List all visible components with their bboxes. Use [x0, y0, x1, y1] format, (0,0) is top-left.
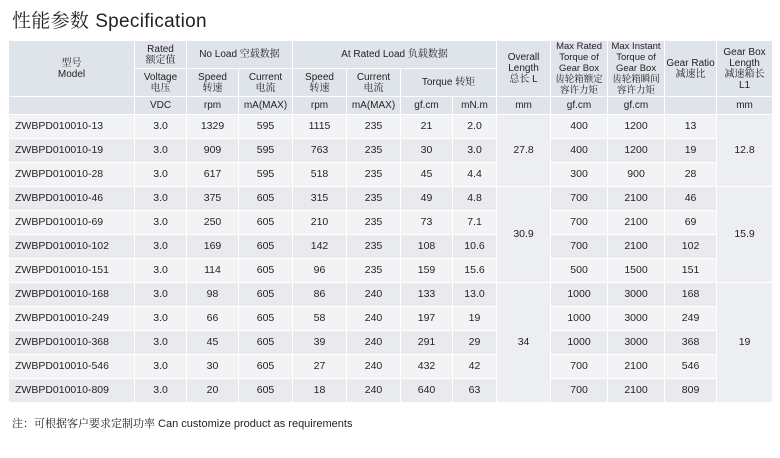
cell-max-instant-torque: 2100: [608, 211, 665, 235]
cell-current-load: 235: [347, 163, 401, 187]
header-row-units: [9, 97, 773, 115]
cell-speed-noload: 1329: [187, 115, 239, 139]
cell-current-noload: 605: [239, 211, 293, 235]
cell-torque-mnm: 42: [453, 355, 497, 379]
header-overall-length-l2: Length: [508, 63, 539, 74]
cell-voltage: 3.0: [135, 307, 187, 331]
header-torque-en: Torque: [421, 77, 453, 88]
cell-speed-load: 210: [293, 211, 347, 235]
cell-max-instant-torque: 1200: [608, 115, 665, 139]
cell-torque-gfcm: 30: [401, 139, 453, 163]
cell-torque-mnm: 13.0: [453, 283, 497, 307]
cell-current-load: 240: [347, 307, 401, 331]
cell-current-noload: 595: [239, 115, 293, 139]
header-max-rated-torque-l5: 容许力矩: [560, 85, 599, 96]
cell-speed-noload: 20: [187, 379, 239, 403]
header-gear-box-length-l2: Length: [729, 57, 760, 69]
table-row: [9, 235, 773, 259]
cell-current-load: 235: [347, 115, 401, 139]
cell-current-noload: 605: [239, 355, 293, 379]
header-voltage-cn: 电压: [150, 82, 171, 94]
cell-speed-load: 39: [293, 331, 347, 355]
cell-current-load: 240: [347, 283, 401, 307]
specification-table: [8, 40, 773, 403]
table-row: [9, 259, 773, 283]
header-overall-length-cn: 总长 L: [509, 74, 538, 85]
table-row: [9, 283, 773, 307]
cell-max-instant-torque: 3000: [608, 307, 665, 331]
cell-model: ZWBPD010010-368: [9, 331, 135, 355]
cell-model: ZWBPD010010-13: [9, 115, 135, 139]
table-row: [9, 163, 773, 187]
cell-max-rated-torque: 1000: [551, 283, 608, 307]
cell-max-rated-torque: 300: [551, 163, 608, 187]
header-at-rated-load-en: At Rated Load: [341, 49, 406, 60]
header-speed-noload: [187, 69, 239, 97]
cell-voltage: 3.0: [135, 235, 187, 259]
cell-max-rated-torque: 500: [551, 259, 608, 283]
cell-model: ZWBPD010010-102: [9, 235, 135, 259]
header-voltage-en: Voltage: [143, 71, 178, 83]
cell-max-instant-torque: 2100: [608, 355, 665, 379]
cell-speed-noload: 617: [187, 163, 239, 187]
cell-max-rated-torque: 400: [551, 139, 608, 163]
cell-current-noload: 605: [239, 187, 293, 211]
header-current-load-cn: 电流: [363, 82, 384, 94]
cell-model: ZWBPD010010-69: [9, 211, 135, 235]
table-row: [9, 139, 773, 163]
table-row: [9, 115, 773, 139]
cell-torque-mnm: 7.1: [453, 211, 497, 235]
header-overall-length: [497, 41, 551, 97]
cell-current-load: 235: [347, 259, 401, 283]
cell-current-noload: 605: [239, 283, 293, 307]
cell-torque-mnm: 10.6: [453, 235, 497, 259]
header-gear-box-length-cn: 减速箱长: [724, 68, 765, 80]
header-current-noload: [239, 69, 293, 97]
cell-current-load: 235: [347, 211, 401, 235]
header-row-groups: [9, 41, 773, 69]
unit-current-load: mA(MAX): [347, 97, 401, 115]
cell-model: ZWBPD010010-249: [9, 307, 135, 331]
cell-gear-ratio: 546: [665, 355, 717, 379]
header-gear-ratio-en: Gear Ratio: [666, 57, 715, 69]
table-head: [9, 41, 773, 115]
table-row: [9, 187, 773, 211]
cell-speed-noload: 98: [187, 283, 239, 307]
cell-torque-gfcm: 133: [401, 283, 453, 307]
unit-voltage: VDC: [135, 97, 187, 115]
cell-max-instant-torque: 900: [608, 163, 665, 187]
cell-torque-mnm: 29: [453, 331, 497, 355]
page-title-en: Specification: [95, 11, 207, 32]
header-gear-ratio-cn: 减速比: [675, 68, 706, 80]
cell-torque-gfcm: 45: [401, 163, 453, 187]
header-at-rated-load-cn: 负载数据: [407, 49, 448, 60]
table-row: [9, 331, 773, 355]
unit-current-noload: mA(MAX): [239, 97, 293, 115]
header-speed-load: [293, 69, 347, 97]
header-torque-cn: 转矩: [455, 77, 476, 88]
cell-current-noload: 595: [239, 139, 293, 163]
cell-gear-box-length: 12.8: [717, 115, 773, 187]
cell-speed-load: 1115: [293, 115, 347, 139]
header-at-rated-load: [293, 41, 497, 69]
cell-overall-length: 27.8: [497, 115, 551, 187]
cell-max-instant-torque: 2100: [608, 379, 665, 403]
page-title-cn: 性能参数: [12, 11, 90, 32]
unit-max-instant-torque: gf.cm: [608, 97, 665, 115]
header-current-load: [347, 69, 401, 97]
cell-torque-gfcm: 432: [401, 355, 453, 379]
unit-model: [9, 97, 135, 115]
cell-speed-noload: 909: [187, 139, 239, 163]
cell-current-noload: 605: [239, 307, 293, 331]
table-row: [9, 379, 773, 403]
cell-torque-gfcm: 159: [401, 259, 453, 283]
cell-speed-noload: 169: [187, 235, 239, 259]
header-max-rated-torque-l1: Max Rated: [556, 41, 602, 52]
cell-max-rated-torque: 700: [551, 187, 608, 211]
header-gear-box-length-l1: Gear Box: [723, 46, 766, 58]
cell-speed-load: 27: [293, 355, 347, 379]
cell-speed-load: 518: [293, 163, 347, 187]
cell-torque-mnm: 2.0: [453, 115, 497, 139]
header-max-instant-torque-l1: Max Instant: [611, 41, 661, 52]
header-rated-value-cn: 额定值: [145, 54, 176, 66]
cell-gear-ratio: 151: [665, 259, 717, 283]
cell-current-load: 240: [347, 355, 401, 379]
cell-current-load: 240: [347, 331, 401, 355]
cell-model: ZWBPD010010-151: [9, 259, 135, 283]
header-rated-value: [135, 41, 187, 69]
cell-torque-mnm: 4.4: [453, 163, 497, 187]
header-rated-value-en: Rated: [147, 43, 174, 55]
cell-voltage: 3.0: [135, 163, 187, 187]
unit-torque-mnm: mN.m: [453, 97, 497, 115]
cell-current-load: 235: [347, 235, 401, 259]
cell-model: ZWBPD010010-809: [9, 379, 135, 403]
cell-speed-load: 142: [293, 235, 347, 259]
cell-overall-length: 30.9: [497, 187, 551, 283]
cell-model: ZWBPD010010-19: [9, 139, 135, 163]
cell-max-rated-torque: 1000: [551, 307, 608, 331]
cell-gear-box-length: 19: [717, 283, 773, 403]
cell-speed-noload: 375: [187, 187, 239, 211]
header-max-rated-torque: [551, 41, 608, 97]
cell-gear-ratio: 102: [665, 235, 717, 259]
cell-speed-load: 315: [293, 187, 347, 211]
header-max-rated-torque-l2: Torque of: [559, 52, 599, 63]
header-speed-noload-cn: 转速: [202, 82, 223, 94]
cell-max-rated-torque: 700: [551, 235, 608, 259]
cell-torque-mnm: 63: [453, 379, 497, 403]
cell-max-rated-torque: 1000: [551, 331, 608, 355]
cell-current-load: 235: [347, 139, 401, 163]
cell-voltage: 3.0: [135, 331, 187, 355]
header-gear-box-length: [717, 41, 773, 97]
cell-voltage: 3.0: [135, 211, 187, 235]
header-model: [9, 41, 135, 97]
cell-model: ZWBPD010010-168: [9, 283, 135, 307]
unit-gear-box-length: mm: [717, 97, 773, 115]
footnote: 注：可根据客户要求定制功率 Can customize product as requirements: [12, 418, 353, 430]
cell-max-instant-torque: 3000: [608, 331, 665, 355]
cell-torque-mnm: 4.8: [453, 187, 497, 211]
cell-gear-ratio: 69: [665, 211, 717, 235]
header-no-load: [187, 41, 293, 69]
unit-torque-gfcm: gf.cm: [401, 97, 453, 115]
cell-speed-load: 86: [293, 283, 347, 307]
header-model-cn: 型号: [61, 57, 82, 69]
header-overall-length-l1: Overall: [507, 52, 540, 63]
cell-gear-ratio: 19: [665, 139, 717, 163]
cell-speed-noload: 114: [187, 259, 239, 283]
cell-speed-load: 763: [293, 139, 347, 163]
header-current-noload-cn: 电流: [255, 82, 276, 94]
cell-torque-gfcm: 640: [401, 379, 453, 403]
table-body: [9, 115, 773, 403]
cell-gear-ratio: 368: [665, 331, 717, 355]
cell-gear-ratio: 46: [665, 187, 717, 211]
cell-current-noload: 605: [239, 331, 293, 355]
header-speed-load-en: Speed: [305, 71, 334, 83]
cell-torque-gfcm: 21: [401, 115, 453, 139]
cell-max-instant-torque: 1500: [608, 259, 665, 283]
cell-current-load: 240: [347, 379, 401, 403]
header-no-load-en: No Load: [199, 49, 238, 60]
cell-voltage: 3.0: [135, 379, 187, 403]
cell-current-noload: 605: [239, 235, 293, 259]
cell-voltage: 3.0: [135, 187, 187, 211]
cell-voltage: 3.0: [135, 115, 187, 139]
cell-max-rated-torque: 700: [551, 211, 608, 235]
cell-speed-load: 18: [293, 379, 347, 403]
cell-speed-load: 58: [293, 307, 347, 331]
header-max-instant-torque: [608, 41, 665, 97]
cell-torque-mnm: 15.6: [453, 259, 497, 283]
cell-speed-noload: 250: [187, 211, 239, 235]
unit-overall-length: mm: [497, 97, 551, 115]
cell-voltage: 3.0: [135, 355, 187, 379]
header-current-noload-en: Current: [248, 71, 283, 83]
cell-max-rated-torque: 700: [551, 355, 608, 379]
header-max-instant-torque-l5: 容许力矩: [617, 85, 656, 96]
cell-gear-ratio: 249: [665, 307, 717, 331]
cell-speed-noload: 30: [187, 355, 239, 379]
cell-overall-length: 34: [497, 283, 551, 403]
cell-voltage: 3.0: [135, 283, 187, 307]
header-max-instant-torque-l2: Torque of: [616, 52, 656, 63]
header-gear-ratio: [665, 41, 717, 97]
header-current-load-en: Current: [356, 71, 391, 83]
cell-voltage: 3.0: [135, 139, 187, 163]
cell-torque-mnm: 19: [453, 307, 497, 331]
header-speed-load-cn: 转速: [309, 82, 330, 94]
cell-max-rated-torque: 700: [551, 379, 608, 403]
table-row: [9, 307, 773, 331]
header-max-instant-torque-l3: Gear Box: [615, 63, 657, 74]
header-voltage: [135, 69, 187, 97]
cell-gear-ratio: 13: [665, 115, 717, 139]
cell-max-rated-torque: 400: [551, 115, 608, 139]
cell-model: ZWBPD010010-546: [9, 355, 135, 379]
cell-current-noload: 605: [239, 379, 293, 403]
cell-gear-box-length: 15.9: [717, 187, 773, 283]
cell-torque-gfcm: 197: [401, 307, 453, 331]
header-model-en: Model: [57, 68, 86, 80]
cell-gear-ratio: 809: [665, 379, 717, 403]
header-speed-noload-en: Speed: [198, 71, 227, 83]
cell-gear-ratio: 28: [665, 163, 717, 187]
table-row: [9, 211, 773, 235]
unit-speed-load: rpm: [293, 97, 347, 115]
cell-torque-gfcm: 49: [401, 187, 453, 211]
cell-max-instant-torque: 2100: [608, 235, 665, 259]
cell-current-load: 235: [347, 187, 401, 211]
cell-max-instant-torque: 1200: [608, 139, 665, 163]
header-max-instant-torque-l4: 齿轮箱瞬间: [612, 74, 660, 85]
header-no-load-cn: 空载数据: [239, 49, 280, 60]
cell-torque-mnm: 3.0: [453, 139, 497, 163]
cell-current-noload: 595: [239, 163, 293, 187]
header-max-rated-torque-l4: 齿轮箱额定: [555, 74, 603, 85]
cell-torque-gfcm: 108: [401, 235, 453, 259]
cell-max-instant-torque: 2100: [608, 187, 665, 211]
header-max-rated-torque-l3: Gear Box: [558, 63, 600, 74]
cell-max-instant-torque: 3000: [608, 283, 665, 307]
unit-speed-noload: rpm: [187, 97, 239, 115]
header-torque: [401, 69, 497, 97]
cell-speed-noload: 45: [187, 331, 239, 355]
header-gear-box-length-l4: L1: [738, 79, 751, 91]
cell-torque-gfcm: 291: [401, 331, 453, 355]
cell-speed-load: 96: [293, 259, 347, 283]
cell-model: ZWBPD010010-28: [9, 163, 135, 187]
unit-max-rated-torque: gf.cm: [551, 97, 608, 115]
cell-torque-gfcm: 73: [401, 211, 453, 235]
cell-gear-ratio: 168: [665, 283, 717, 307]
page-title: [8, 0, 772, 40]
unit-gear-ratio: [665, 97, 717, 115]
table-row: [9, 355, 773, 379]
cell-voltage: 3.0: [135, 259, 187, 283]
cell-current-noload: 605: [239, 259, 293, 283]
cell-model: ZWBPD010010-46: [9, 187, 135, 211]
cell-speed-noload: 66: [187, 307, 239, 331]
